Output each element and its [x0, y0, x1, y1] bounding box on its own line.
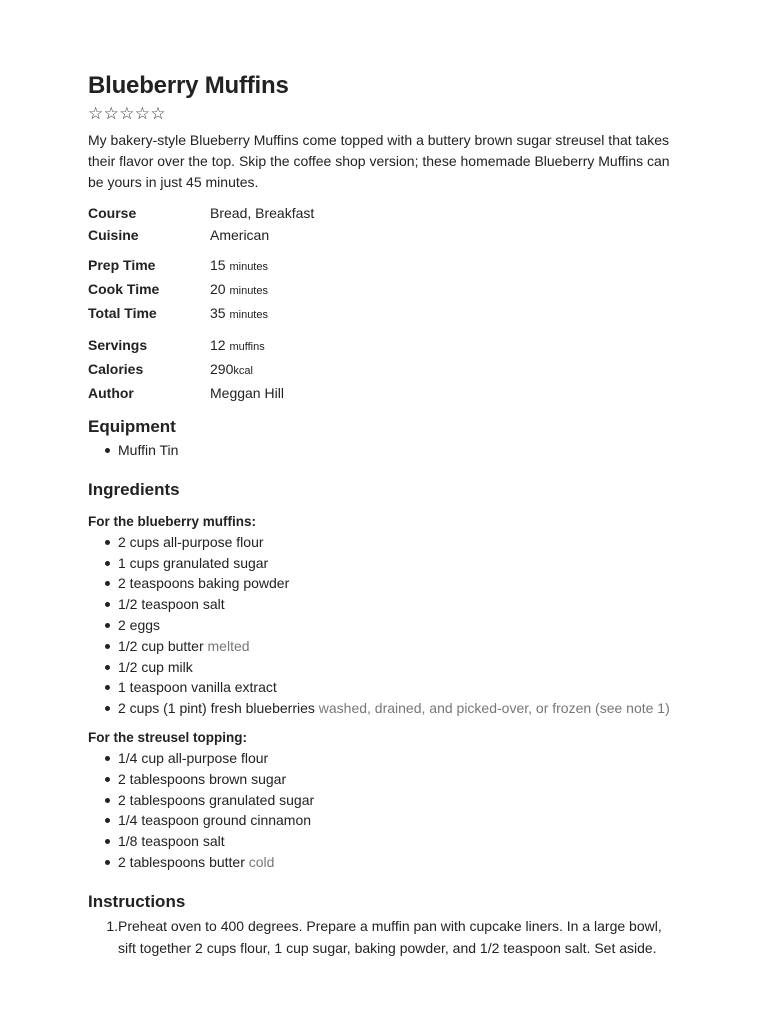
calories-unit: kcal	[233, 365, 253, 377]
ingredient-group-title: For the blueberry muffins:	[88, 513, 257, 529]
calories-value	[210, 358, 253, 382]
ingredient-text: 2 cups all-purpose flour	[118, 533, 264, 550]
calories-label: Calories	[88, 361, 144, 377]
ingredient-item	[102, 553, 688, 574]
servings-number: 12	[210, 337, 226, 353]
recipe-title: Blueberry Muffins	[88, 72, 289, 99]
servings-label: Servings	[88, 337, 148, 353]
step-text	[118, 915, 670, 959]
ingredient-item	[102, 810, 688, 831]
ingredient-text: 1/2 cup butter	[118, 637, 204, 654]
meta-row-prep	[88, 254, 688, 278]
star-icon[interactable]: ☆	[134, 104, 151, 123]
instruction-step	[88, 915, 688, 959]
ingredient-item	[102, 769, 688, 790]
meta-row-cuisine	[88, 224, 688, 246]
ingredient-text: 2 teaspoons baking powder	[118, 575, 290, 592]
prep-time-unit: minutes	[229, 261, 268, 273]
ingredient-note: washed, drained, and picked-over, or frozen (see note 1)	[318, 700, 670, 717]
meta-group-times	[88, 254, 688, 326]
author-label: Author	[88, 385, 134, 401]
step-number: 1.	[106, 917, 118, 934]
cook-time-label: Cook Time	[88, 281, 160, 297]
star-icon[interactable]: ☆	[103, 104, 119, 123]
cook-time-number: 20	[210, 281, 226, 297]
ingredient-item	[102, 636, 688, 657]
total-time-unit: minutes	[229, 309, 268, 321]
ingredient-text: 2 tablespoons butter	[118, 853, 245, 870]
cook-time-value	[210, 278, 268, 302]
ingredient-text: 2 eggs	[118, 616, 161, 633]
ingredient-item	[102, 748, 688, 769]
meta-group-category	[88, 202, 688, 246]
equipment-item	[102, 440, 688, 461]
servings-unit: muffins	[229, 341, 265, 353]
ingredient-item	[102, 594, 688, 615]
ingredient-text: 1/4 cup all-purpose flour	[118, 749, 269, 766]
cuisine-value: American	[210, 227, 270, 243]
ingredient-list-streusel	[88, 748, 688, 873]
ingredient-text: 1 cups granulated sugar	[118, 554, 269, 571]
ingredient-note: cold	[248, 853, 275, 870]
rating-stars[interactable]	[88, 104, 688, 126]
meta-row-cook	[88, 278, 688, 302]
ingredient-list-muffins	[88, 532, 688, 719]
ingredient-item	[102, 698, 688, 719]
meta-row-total	[88, 302, 688, 326]
ingredient-group-title: For the streusel topping:	[88, 729, 248, 745]
prep-time-value	[210, 254, 268, 278]
author-value: Meggan Hill	[210, 385, 284, 401]
total-time-label: Total Time	[88, 305, 157, 321]
ingredient-item	[102, 790, 688, 811]
meta-row-servings	[88, 334, 688, 358]
ingredient-text: 1/4 teaspoon ground cinnamon	[118, 812, 312, 829]
ingredient-text: 1/8 teaspoon salt	[118, 833, 225, 850]
equipment-heading: Equipment	[88, 417, 176, 436]
ingredient-text: 1/2 teaspoon salt	[118, 596, 225, 613]
ingredient-note: melted	[207, 637, 250, 654]
recipe-summary: My bakery-style Blueberry Muffins come topped with a buttery brown sugar streusel that takes their flavor over the top. Skip the coffee shop version; these homemade Blueberry Muffins can be yours in just 45 minutes.	[88, 132, 670, 190]
ingredient-item	[102, 532, 688, 553]
ingredient-text: 1/2 cup milk	[118, 658, 193, 675]
star-icon[interactable]: ☆	[119, 104, 135, 123]
ingredient-item	[102, 677, 688, 698]
course-value: Bread, Breakfast	[210, 205, 315, 221]
meta-group-other	[88, 334, 688, 404]
servings-value	[210, 334, 265, 358]
prep-time-number: 15	[210, 257, 226, 273]
equipment-item-text: Muffin Tin	[118, 442, 179, 458]
cuisine-label: Cuisine	[88, 227, 139, 243]
meta-row-calories	[88, 358, 688, 382]
ingredient-item	[102, 852, 688, 873]
total-time-number: 35	[210, 305, 226, 321]
ingredient-item	[102, 573, 688, 594]
ingredient-item	[102, 831, 688, 852]
meta-row-course	[88, 202, 688, 224]
course-label: Course	[88, 205, 137, 221]
recipe-meta	[88, 202, 688, 404]
ingredient-text: 2 cups (1 pint) fresh blueberries	[118, 700, 315, 717]
total-time-value	[210, 302, 268, 326]
ingredient-text: 2 tablespoons brown sugar	[118, 770, 287, 787]
ingredient-text: 1 teaspoon vanilla extract	[118, 679, 277, 696]
ingredient-item	[102, 615, 688, 636]
prep-time-label: Prep Time	[88, 257, 156, 273]
instructions-list	[88, 915, 688, 959]
instructions-heading: Instructions	[88, 891, 186, 911]
star-icon[interactable]: ☆	[150, 104, 166, 123]
calories-number: 290	[210, 361, 234, 377]
ingredient-item	[102, 657, 688, 678]
ingredient-text: 2 tablespoons granulated sugar	[118, 791, 315, 808]
cook-time-unit: minutes	[229, 285, 268, 297]
meta-row-author	[88, 382, 688, 404]
star-icon[interactable]: ☆	[88, 104, 104, 123]
ingredients-heading: Ingredients	[88, 479, 180, 499]
equipment-list	[88, 440, 688, 461]
step-text-content: Preheat oven to 400 degrees. Prepare a muffin pan with cupcake liners. In a large bowl, sift together 2 cups flour, 1 cup sugar, baking powder, and 1/2 teaspoon salt. Set aside.	[118, 917, 662, 956]
